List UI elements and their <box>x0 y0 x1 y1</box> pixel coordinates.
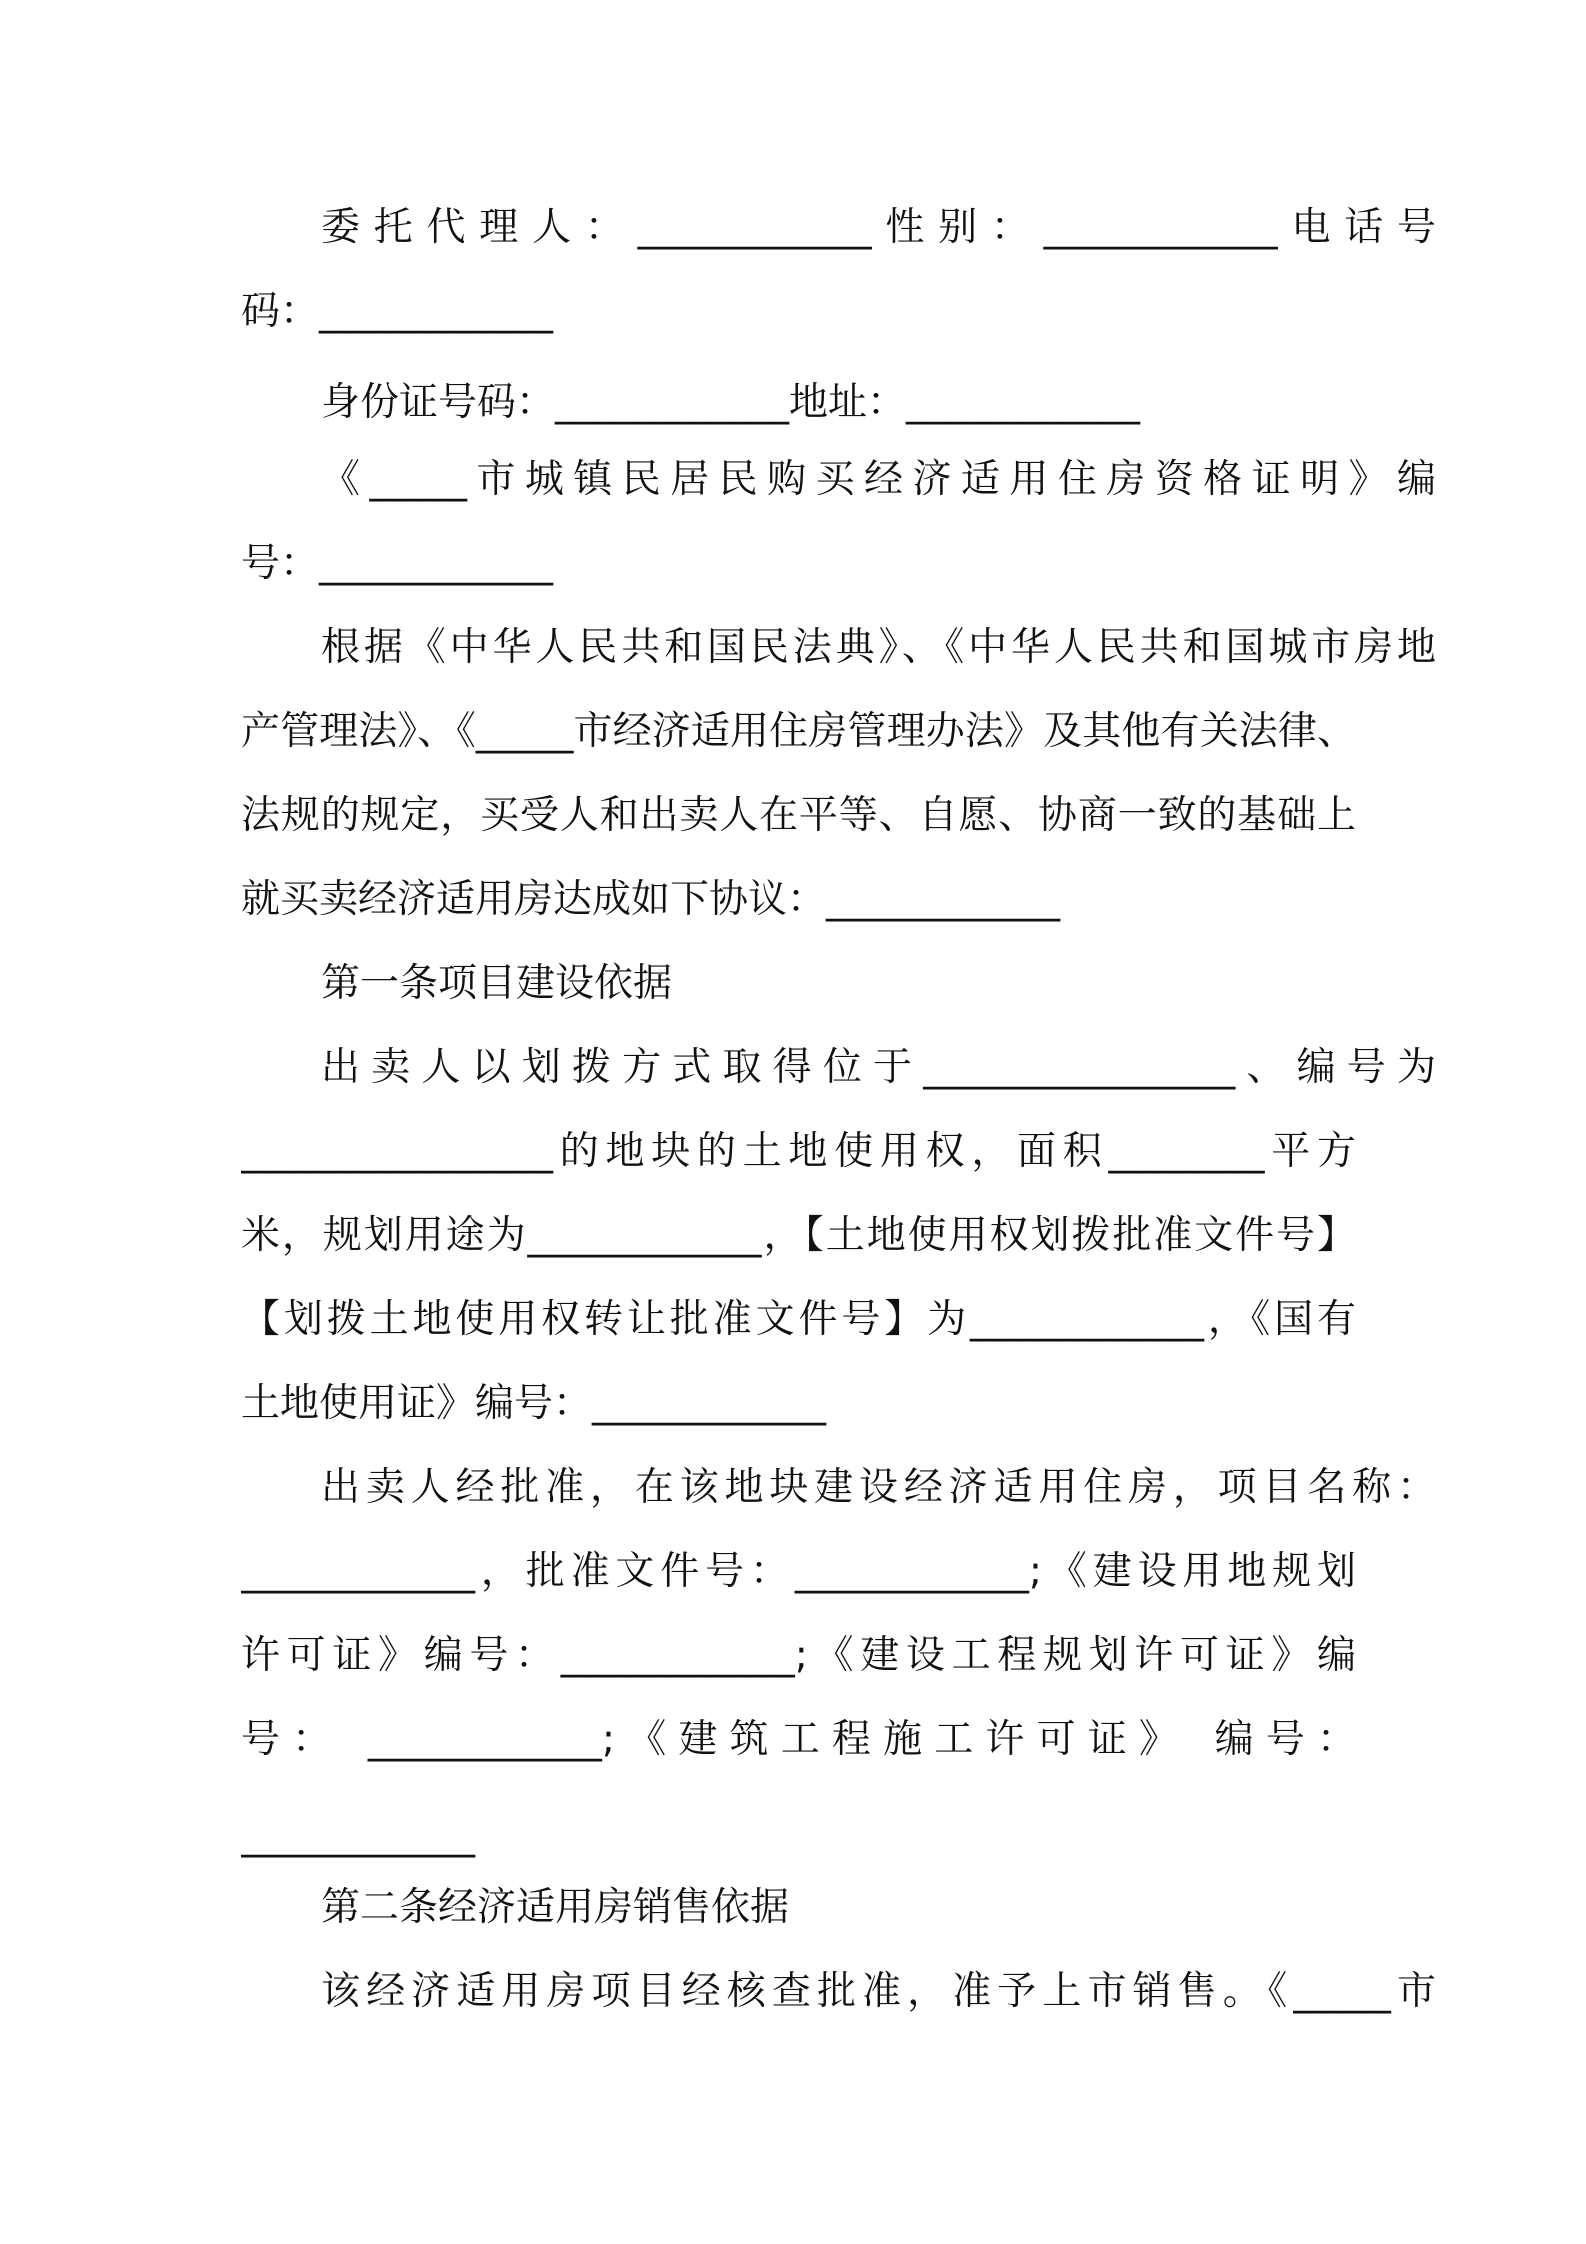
text-line: 该经济适用房项目经核查批准，准予上市销售。《_____市 <box>321 1969 1436 2014</box>
text-line: 码：____________ <box>241 289 554 334</box>
text-line: 根据《中华人民共和国民法典》、《中华人民共和国城市房地 <box>321 625 1436 670</box>
text-line: ____________，批准文件号：____________;《建设用地规划 <box>241 1549 1356 1594</box>
text-line: 米，规划用途为____________，【土地使用权划拨批准文件号】 <box>241 1213 1356 1258</box>
text-line: 法规的规定，买受人和出卖人在平等、自愿、协商一致的基础上 <box>241 793 1356 838</box>
text-line: 土地使用证》编号：____________ <box>241 1381 827 1426</box>
text-line: 身份证号码：____________地址：____________ <box>321 380 1141 425</box>
text-line: 出卖人经批准，在该地块建设经济适用住房，项目名称： <box>321 1465 1436 1510</box>
text-line: 【划拨土地使用权转让批准文件号】为____________，《国有 <box>241 1297 1356 1342</box>
text-line: 号： ____________;《建筑工程施工许可证》 编号： <box>241 1717 1356 1762</box>
text-line: 就买卖经济适用房达成如下协议：____________ <box>241 877 1061 922</box>
text-line: 产管理法》、《_____市经济适用住房管理办法》及其他有关法律、 <box>241 709 1356 754</box>
text-line: 号：____________ <box>241 541 554 586</box>
text-line: ____________ <box>241 1813 475 1858</box>
text-line: 出卖人以划拨方式取得位于________________、编号为 <box>321 1045 1436 1090</box>
section-heading: 第二条经济适用房销售依据 <box>321 1885 790 1930</box>
section-heading: 第一条项目建设依据 <box>321 961 673 1006</box>
text-line: 许可证》编号：____________;《建设工程规划许可证》编 <box>241 1633 1356 1678</box>
text-line: 委托代理人：____________性别：____________电话号 <box>321 205 1436 250</box>
text-line: 《_____市城镇民居民购买经济适用住房资格证明》编 <box>321 457 1436 502</box>
text-line: ________________的地块的土地使用权，面积________平方 <box>241 1129 1356 1174</box>
